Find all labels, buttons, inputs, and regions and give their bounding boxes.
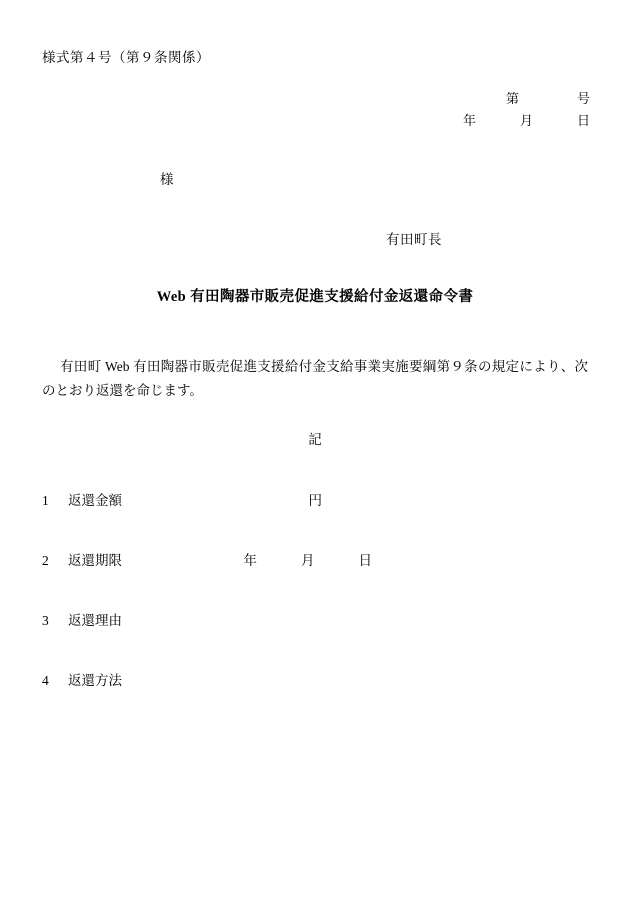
document-number-label: 第 bbox=[505, 91, 519, 106]
body-paragraph: 有田町 Web 有田陶器市販売促進支援給付金支給事業実施要綱第９条の規定により、次のとおり返還を命じます。 bbox=[42, 359, 588, 398]
list-item bbox=[42, 489, 322, 509]
date-day-label: 日 bbox=[576, 113, 590, 128]
item-year-label: 年 bbox=[243, 553, 257, 568]
item-number: 1 bbox=[42, 493, 49, 508]
document-number-suffix: 号 bbox=[576, 91, 590, 106]
date-year-label: 年 bbox=[462, 113, 476, 128]
item-number: 4 bbox=[42, 673, 49, 688]
list-item bbox=[42, 609, 122, 629]
addressee-honorific: 様 bbox=[160, 172, 174, 187]
item-month-label: 月 bbox=[301, 553, 315, 568]
item-unit: 円 bbox=[308, 493, 322, 508]
ki-mark: 記 bbox=[308, 432, 322, 447]
document-date-line bbox=[0, 110, 590, 129]
document-number-line bbox=[0, 88, 590, 107]
date-month-label: 月 bbox=[519, 113, 533, 128]
form-number: 様式第４号（第９条関係） bbox=[42, 50, 210, 65]
item-label: 返還方法 bbox=[68, 673, 122, 688]
item-label: 返還理由 bbox=[68, 613, 122, 628]
page-title: Web 有田陶器市販売促進支援給付金返還命令書 bbox=[156, 289, 474, 305]
item-label: 返還期限 bbox=[68, 553, 122, 568]
list-item bbox=[42, 669, 122, 689]
issuer-name: 有田町長 bbox=[386, 232, 442, 247]
list-item bbox=[42, 549, 372, 569]
item-number: 3 bbox=[42, 613, 49, 628]
item-day-label: 日 bbox=[358, 553, 372, 568]
item-label: 返還金額 bbox=[68, 493, 122, 508]
item-number: 2 bbox=[42, 553, 49, 568]
